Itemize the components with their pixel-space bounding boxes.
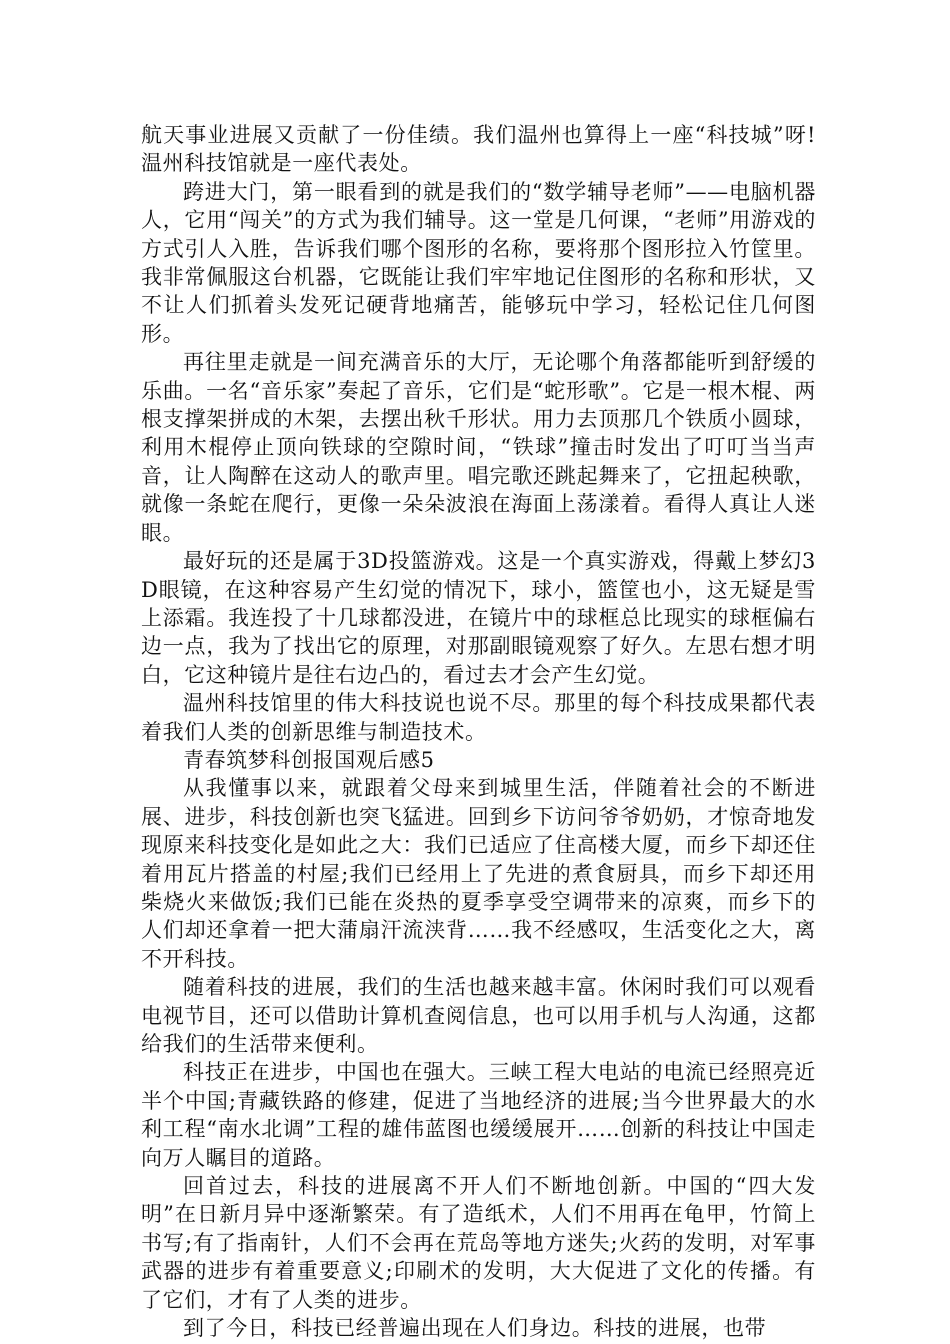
paragraph: 科技正在进步，中国也在强大。三峡工程大电站的电流已经照亮近半个中国;青藏铁路的修建，促进了当地经济的进展;当今世界最大的水利工程“南水北调”工程的雄伟蓝图也缓缓展开……创新的科技让中国走向万人瞩目的道路。 [141, 1060, 816, 1170]
paragraph: 跨进大门，第一眼看到的就是我们的“数学辅导老师”——电脑机器人，它用“闯关”的方式为我们辅导。这一堂是几何课，“老师”用游戏的方式引人入胜，告诉我们哪个图形的名称，要将那个图形拉入竹筐里。我非常佩服这台机器，它既能让我们牢牢地记住图形的名称和形状，又不让人们抓着头发死记硬背地痛苦，能够玩中学习，轻松记住几何图形。 [141, 179, 816, 346]
paragraph: 温州科技馆里的伟大科技说也说不尽。那里的每个科技成果都代表着我们人类的创新思维与制造技术。 [141, 691, 816, 744]
section-heading: 青春筑梦科创报国观后感5 [183, 747, 435, 772]
paragraph: 再往里走就是一间充满音乐的大厅，无论哪个角落都能听到舒缓的乐曲。一名“音乐家”奏起了音乐，它们是“蛇形歌”。它是一根木棍、两根支撑架拼成的木架，去摆出秋千形状。用力去顶那几个铁质小圆球，利用木棍停止顶向铁球的空隙时间，“铁球”撞击时发出了叮叮当当声音，让人陶醉在这动人的歌声里。唱完歌还跳起舞来了，它扭起秧歌，就像一条蛇在爬行，更像一朵朵波浪在海面上荡漾着。看得人真让人迷眼。 [141, 350, 816, 545]
paragraph: 回首过去，科技的进展离不开人们不断地创新。中国的“四大发明”在日新月异中逐渐繁荣。有了造纸术，人们不用再在龟甲，竹简上书写;有了指南针，人们不会再在荒岛等地方迷失;火药的发明，对军事武器的进步有着重要意义;印刷术的发明，大大促进了文化的传播。有了它们，才有了人类的进步。 [141, 1174, 816, 1312]
paragraph-continued: 航天事业进展又贡献了一份佳绩。我们温州也算得上一座“科技城”呀!温州科技馆就是一座代表处。 [141, 123, 816, 176]
document-body [141, 121, 816, 1342]
paragraph: 最好玩的还是属于3D投篮游戏。这是一个真实游戏，得戴上梦幻3D眼镜，在这种容易产生幻觉的情况下，球小，篮筐也小，这无疑是雪上添霜。我连投了十几球都没进，在镜片中的球框总比现实的球框偏右边一点，我为了找出它的原理，对那副眼镜观察了好久。左思右想才明白，它这种镜片是往右边凸的，看过去才会产生幻觉。 [141, 549, 816, 687]
paragraph: 从我懂事以来，就跟着父母来到城里生活，伴随着社会的不断进展、进步，科技创新也突飞猛进。回到乡下访问爷爷奶奶，才惊奇地发现原来科技变化是如此之大：我们已适应了住高楼大厦，而乡下却还住着用瓦片搭盖的村屋;我们已经用上了先进的煮食厨具，而乡下却还用柴烧火来做饭;我们已能在炎热的夏季享受空调带来的凉爽，而乡下的人们却还拿着一把大蒲扇汗流浃背……我不经感叹，生活变化之大，离不开科技。 [141, 776, 816, 971]
paragraph: 到了今日，科技已经普遍出现在人们身边。科技的进展，也带 [183, 1316, 767, 1341]
paragraph: 随着科技的进展，我们的生活也越来越丰富。休闲时我们可以观看电视节目，还可以借助计算机查阅信息，也可以用手机与人沟通，这都给我们的生活带来便利。 [141, 975, 816, 1056]
